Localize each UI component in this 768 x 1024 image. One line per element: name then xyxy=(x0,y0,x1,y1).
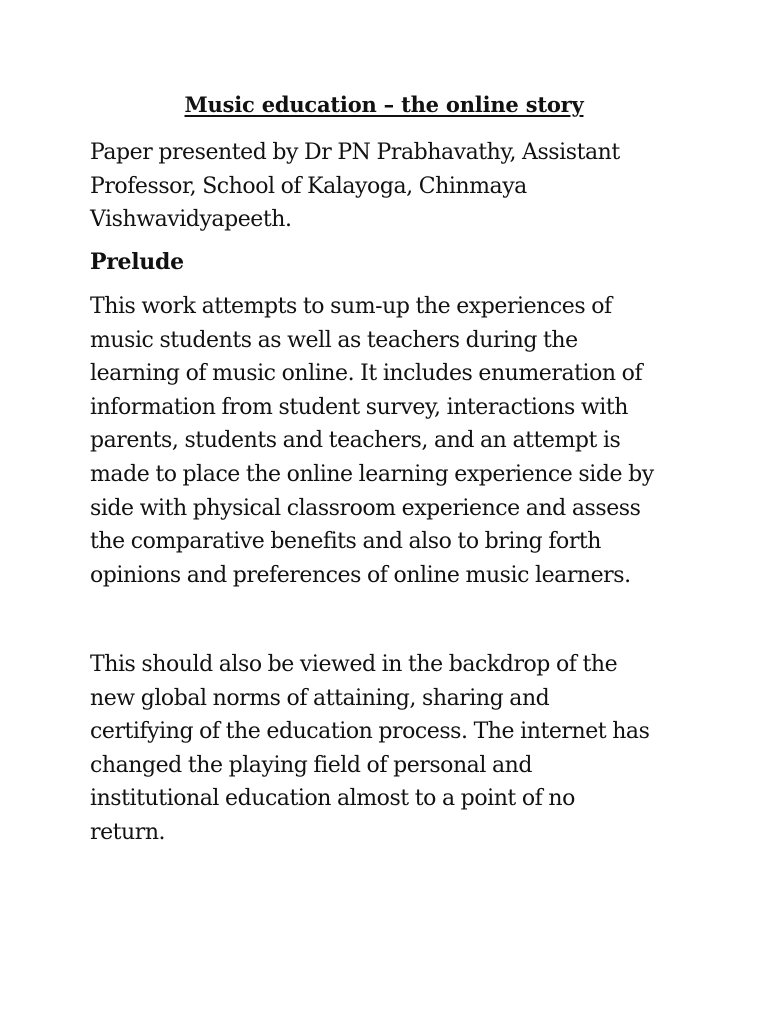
paragraph-line: changed the playing field of personal and xyxy=(90,752,533,778)
document-title: Music education – the online story xyxy=(184,92,584,117)
paragraph-line: new global norms of attaining, sharing and xyxy=(90,685,550,711)
paragraph-line: learning of music online. It includes enumeration of xyxy=(90,361,643,387)
paragraph-line: institutional education almost to a point of no xyxy=(90,786,575,812)
paragraph-line: music students as well as teachers during the xyxy=(90,327,578,353)
section-heading: Prelude xyxy=(90,249,184,275)
paragraph-line: opinions and preferences of online music learners. xyxy=(90,562,631,588)
paragraph-1 xyxy=(90,290,690,592)
paragraph-line: made to place the online learning experience side by xyxy=(90,461,654,487)
byline-line: Vishwavidyapeeth. xyxy=(90,207,292,233)
paragraph-line: return. xyxy=(90,819,166,845)
paragraph-2 xyxy=(90,648,690,850)
byline-line: Professor, School of Kalayoga, Chinmaya xyxy=(90,173,527,199)
paragraph-line: certifying of the education process. The internet has xyxy=(90,719,650,745)
paragraph-line: the comparative benefits and also to bring forth xyxy=(90,529,602,555)
paragraph-line: This work attempts to sum-up the experiences of xyxy=(90,294,612,319)
paragraph-line: parents, students and teachers, and an attempt is xyxy=(90,428,621,454)
byline xyxy=(90,136,690,237)
paragraph-line: This should also be viewed in the backdrop of the xyxy=(90,652,618,677)
paragraph-line: information from student survey, interactions with xyxy=(90,394,628,420)
paragraph-line: side with physical classroom experience and assess xyxy=(90,495,641,521)
byline-line: Paper presented by Dr PN Prabhavathy, Assistant xyxy=(90,140,620,165)
